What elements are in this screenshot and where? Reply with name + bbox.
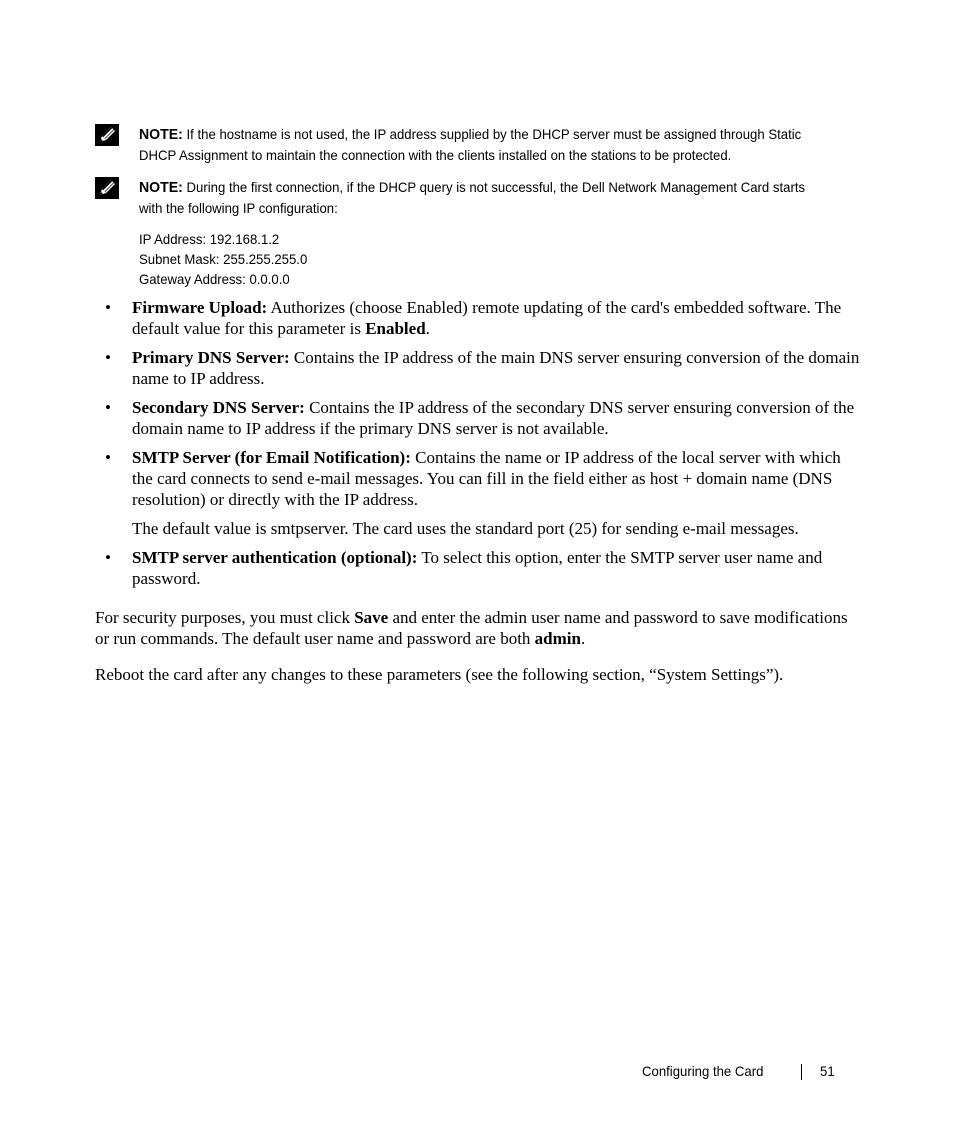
note-label: NOTE: (139, 126, 183, 143)
page-number: 51 (820, 1063, 835, 1079)
bullet-dot: • (105, 298, 111, 317)
bullet-dot: • (105, 548, 111, 567)
list-item-term: SMTP Server (for Email Notification): (132, 448, 411, 467)
footer-separator (801, 1064, 802, 1080)
note-pencil-icon (95, 177, 119, 199)
note-body: If the hostname is not used, the IP address supplied by the DHCP server must be assigned through Static DHCP Assignment to maintain the connection with the clients installed on the stations to be protected. (139, 126, 802, 163)
note-pencil-icon (95, 124, 119, 146)
list-item-term: Firmware Upload: (132, 298, 268, 317)
save-keyword: Save (354, 608, 389, 627)
list-item (95, 397, 865, 439)
note-label: NOTE: (139, 179, 183, 196)
bullet-dot: • (105, 448, 111, 467)
list-item-bold-tail: Enabled (365, 319, 426, 338)
list-item-text: Contains the IP address of the secondary DNS server ensuring conversion of the domain name to IP address if the primary DNS server is not available. (132, 398, 855, 438)
ip-address-line: IP Address: 192.168.1.2 (139, 231, 280, 247)
reboot-paragraph: Reboot the card after any changes to these parameters (see the following section, “System Settings”). (95, 665, 784, 684)
list-item (95, 297, 865, 339)
note-2 (95, 177, 865, 219)
list-item-term: Primary DNS Server: (132, 348, 290, 367)
security-text: For security purposes, you must click (95, 608, 355, 627)
note-body: During the first connection, if the DHCP query is not successful, the Dell Network Management Card starts with the following IP configuration: (139, 179, 806, 216)
security-text: . (580, 629, 586, 648)
note-1 (95, 124, 865, 166)
list-item-text: To select this option, enter the SMTP server user name and password. (132, 548, 823, 588)
list-item-text: Contains the name or IP address of the local server with which the card connects to send e-mail messages. You can fill in the field either as host + domain name (DNS resolution) or directly with the IP address. (132, 448, 841, 509)
list-item-text: Contains the IP address of the main DNS server ensuring conversion of the domain name to IP address. (132, 348, 860, 388)
list-item (95, 447, 865, 510)
list-item-tail: . (425, 319, 430, 338)
list-item-term: Secondary DNS Server: (132, 398, 305, 417)
note-2-text (139, 177, 821, 218)
note-1-text (139, 124, 821, 165)
ip-config-block (139, 229, 307, 289)
smtp-default-note: The default value is smtpserver. The card uses the standard port (25) for sending e-mail messages. (132, 519, 799, 538)
bullet-dot: • (105, 348, 111, 367)
admin-keyword: admin (534, 629, 581, 648)
list-item (95, 347, 865, 389)
list-item (95, 547, 865, 589)
footer-section-title: Configuring the Card (642, 1063, 764, 1079)
security-paragraph (95, 607, 865, 649)
security-text: and enter the admin user name and password to save modifications or run commands. The default user name and password are both (95, 608, 848, 648)
bullet-dot: • (105, 398, 111, 417)
list-item-text: Authorizes (choose Enabled) remote updating of the card's embedded software. The default value for this parameter is (132, 298, 842, 338)
list-item-term: SMTP server authentication (optional): (132, 548, 418, 567)
subnet-mask-line: Subnet Mask: 255.255.255.0 (139, 251, 308, 267)
parameter-list (95, 297, 865, 597)
gateway-address-line: Gateway Address: 0.0.0.0 (139, 271, 290, 287)
